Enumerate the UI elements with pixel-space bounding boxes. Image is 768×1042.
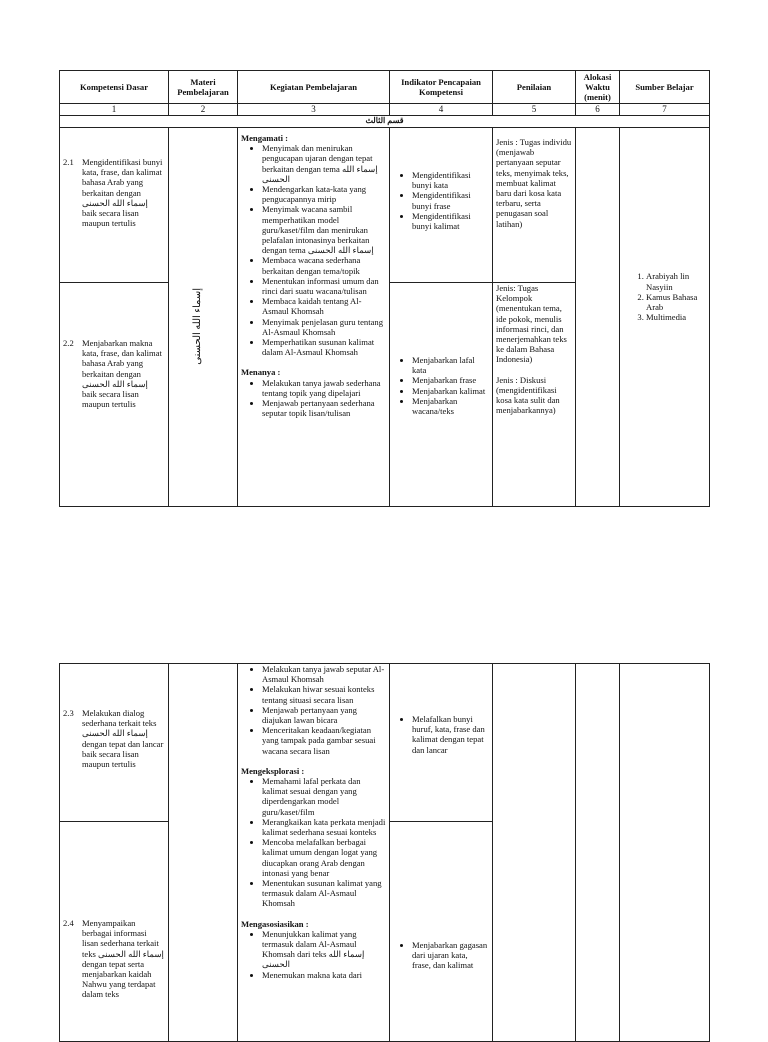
col-number: 5	[493, 104, 576, 116]
mengeksplorasi-heading: Mengeksplorasi :	[241, 765, 305, 776]
indikator-cell	[390, 664, 493, 822]
number-row	[60, 104, 710, 116]
indikator-cell	[390, 822, 493, 1042]
penilaian-cell	[493, 664, 576, 1042]
penilaian-cell	[493, 128, 576, 283]
penilaian-cell	[493, 283, 576, 507]
list-item: • Mengidentifikasi bunyi kata	[412, 170, 488, 190]
penilaian-text: Jenis : Diskusi (mengidentifikasi kosa kata sulit dan menjabarkannya)	[496, 374, 560, 416]
kd-cell	[60, 664, 169, 822]
header-kompetensi-dasar: Kompetensi Dasar	[60, 71, 169, 104]
list-item: • Menunjukkan kalimat yang termasuk dalam Al-Asmaul Khomsah dari teks إسماء الله الحسنى	[262, 929, 386, 970]
list-item: • Menyimak dan menirukan pengucapan ujaran dengan tepat berkaitan dengan tema إسماء الله الحسنى	[262, 143, 386, 184]
alokasi-cell	[576, 664, 620, 1042]
mengamati-heading: Mengamati :	[241, 133, 289, 143]
section-title: قسم الثالث	[60, 116, 710, 128]
sumber-cell	[620, 128, 710, 507]
header-materi: Materi Pembelajaran	[169, 71, 238, 104]
list-item: • Menjabarkan lafal kata	[412, 355, 488, 375]
kd-number: 2.1	[63, 157, 74, 167]
indikator-list	[394, 940, 488, 971]
menanya-list	[241, 378, 386, 419]
list-item: • Menjawab pertanyaan sederhana seputar topik lisan/tulisan	[262, 398, 386, 418]
list-item: • Memperhatikan susunan kalimat dalam Al-Asmaul Khomsah	[262, 337, 386, 357]
header-alokasi: Alokasi Waktu (menit)	[576, 71, 620, 104]
kd-cell	[60, 283, 169, 507]
list-item: • Mengidentifikasi bunyi kalimat	[412, 211, 488, 231]
kd-number: 2.3	[63, 708, 74, 718]
header-row	[60, 71, 710, 104]
list-item: • Merangkaikan kata perkata menjadi kalimat sederhana sesuai konteks	[262, 817, 386, 837]
materi-vertical-text: إسماء الله الحسنى	[192, 288, 203, 365]
list-item: • Menjabarkan kalimat	[412, 386, 488, 396]
list-item: 2. Kamus Bahasa Arab	[646, 292, 709, 312]
list-item: • Membaca wacana sederhana berkaitan dengan tema/topik	[262, 255, 386, 275]
sumber-list	[620, 271, 709, 322]
sumber-cell	[620, 664, 710, 1042]
mengamati-list	[241, 143, 386, 357]
header-indikator: Indikator Pencapaian Kompetensi	[390, 71, 493, 104]
list-item: • Melakukan hiwar sesuai konteks tentang situasi secara lisan	[262, 684, 386, 704]
list-item: • Menjawab pertanyaan yang diajukan lawan bicara	[262, 705, 386, 725]
header-penilaian: Penilaian	[493, 71, 576, 104]
mengasosiasikan-heading: Mengasosiasikan :	[241, 918, 309, 929]
indikator-list	[394, 355, 488, 416]
rpp-table-2	[59, 663, 710, 1042]
col-number: 7	[620, 104, 710, 116]
list-item: • Melafalkan bunyi huruf, kata, frase dan kalimat dengan tepat dan lancar	[412, 714, 488, 755]
list-item: • Melakukan tanya jawab seputar Al-Asmaul Khomsah	[262, 664, 386, 684]
kd-text: Menyampaikan berbagai informasi lisan sederhana terkait teks إسماء الله الحسنى dengan tepat serta menjabarkan kaidah Nahwu yang terdapat dalam teks	[82, 918, 164, 1000]
table-row	[60, 128, 710, 283]
kegiatan-cell	[238, 664, 390, 1042]
list-item: • Mencoba melafalkan berbagai kalimat umum dengan logat yang diucapkan orang Arab dengan intonasi yang benar	[262, 837, 386, 878]
col-number: 4	[390, 104, 493, 116]
list-item: • Menemukan makna kata dari	[262, 970, 386, 980]
section-row	[60, 116, 710, 128]
header-kegiatan: Kegiatan Pembelajaran	[238, 71, 390, 104]
list-item: • Memahami lafal perkata dan kalimat sesuai dengan yang diperdengarkan model guru/kaset/film	[262, 776, 386, 817]
header-sumber: Sumber Belajar	[620, 71, 710, 104]
kd-text: Menjabarkan makna kata, frase, dan kalimat bahasa Arab yang berkaitan dengan إسماء الله الحسنى baik secara lisan maupun tertulis	[82, 338, 162, 410]
kd-number: 2.4	[63, 918, 74, 928]
kd-cell	[60, 822, 169, 1042]
list-item: • Mendengarkan kata-kata yang pengucapannya mirip	[262, 184, 386, 204]
list-item: • Menceritakan keadaan/kegiatan yang tampak pada gambar sesuai wacana secara lisan	[262, 725, 386, 756]
list-item: • Melakukan tanya jawab sederhana tentang topik yang dipelajari	[262, 378, 386, 398]
col-number: 3	[238, 104, 390, 116]
list-item: • Menjabarkan gagasan dari ujaran kata, frase, dan kalimat	[412, 940, 488, 971]
materi-cell	[169, 128, 238, 507]
kd-cell	[60, 128, 169, 283]
kd-number: 2.2	[63, 338, 74, 348]
penilaian-text: Jenis : Tugas individu (menjawab pertanyaan seputar teks, menyimak teks, membuat kalimat baru dari kosa kata terbaru, serta penugasan soal latihan)	[496, 137, 572, 229]
materi-cell	[169, 664, 238, 1042]
indikator-cell	[390, 283, 493, 507]
mengeksplorasi-list	[241, 776, 386, 909]
list-item: • Membaca kaidah tentang Al-Asmaul Khomsah	[262, 296, 386, 316]
list-item: • Menentukan susunan kalimat yang termasuk dalam Al-Asmaul Khomsah	[262, 878, 386, 909]
list-item: • Menentukan informasi umum dan rinci dari suatu wacana/tulisan	[262, 276, 386, 296]
table-row	[60, 664, 710, 822]
kegiatan-list	[241, 664, 386, 756]
col-number: 6	[576, 104, 620, 116]
col-number: 1	[60, 104, 169, 116]
kegiatan-cell	[238, 128, 390, 507]
menanya-heading: Menanya :	[241, 367, 281, 378]
list-item: • Menyimak wacana sambil memperhatikan model guru/kaset/film dan menirukan pelafalan intonasinya berkaitan dengan tema إسماء الله الحسنى	[262, 204, 386, 255]
list-item: • Menjabarkan frase	[412, 375, 488, 385]
list-item: • Menjabarkan wacana/teks	[412, 396, 488, 416]
list-item: • Menyimak penjelasan guru tentang Al-Asmaul Khomsah	[262, 317, 386, 337]
indikator-cell	[390, 128, 493, 283]
indikator-list	[394, 714, 488, 755]
indikator-list	[394, 170, 488, 231]
kd-text: Mengidentifikasi bunyi kata, frase, dan kalimat bahasa Arab yang berkaitan dengan إسماء الله الحسنى baik secara lisan maupun tertulis	[82, 157, 163, 229]
col-number: 2	[169, 104, 238, 116]
kd-text: Melakukan dialog sederhana terkait teks إسماء الله الحسنى dengan tepat dan lancar baik secara lisan maupun tertulis	[82, 708, 164, 770]
penilaian-text: Jenis: Tugas Kelompok (menentukan tema, ide pokok, menulis informasi rinci, dan menerjemahkan teks ke dalam Bahasa Indonesia)	[496, 283, 567, 365]
mengasosiasikan-list	[241, 929, 386, 980]
list-item: • Mengidentifikasi bunyi frase	[412, 190, 488, 210]
list-item: 1. Arabiyah lin Nasyiin	[646, 271, 709, 291]
list-item: 3. Multimedia	[646, 312, 709, 322]
rpp-table-1	[59, 70, 710, 507]
alokasi-cell	[576, 128, 620, 507]
